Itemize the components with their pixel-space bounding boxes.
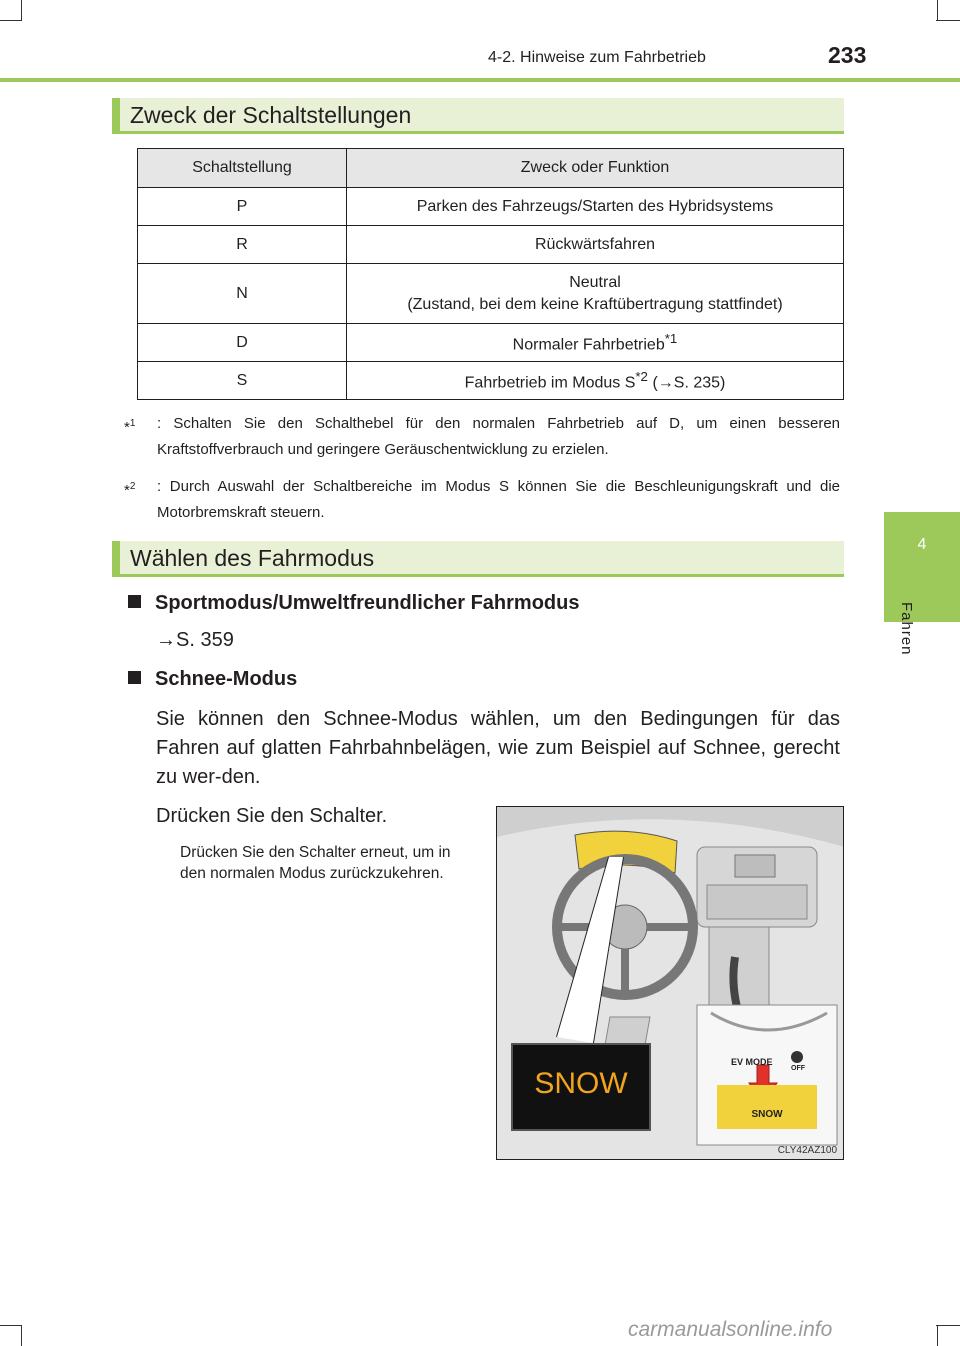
snow-mode-switch: SNOW	[717, 1085, 817, 1129]
note-text: Drücken Sie den Schalter erneut, um in den normalen Modus zurückzukehren.	[180, 844, 451, 882]
footnote	[124, 411, 840, 463]
chapter-label: Fahren	[898, 602, 915, 656]
crop-mark	[0, 20, 22, 21]
page-reference: (→S. 235)	[652, 374, 726, 392]
shift-position: N	[138, 264, 347, 324]
table-row	[138, 188, 844, 226]
crop-mark	[0, 1325, 22, 1326]
section-header	[112, 541, 844, 577]
column-header: Zweck oder Funktion	[347, 149, 844, 188]
table-row	[138, 362, 844, 400]
table-row	[138, 324, 844, 362]
shift-function	[347, 324, 844, 362]
function-line: Neutral	[569, 273, 621, 291]
shift-position: R	[138, 226, 347, 264]
footnote-mark: *$^1$	[124, 418, 136, 436]
function-line: (Zustand, bei dem keine Kraftübertragung stattfindet)	[407, 295, 783, 313]
watermark: carmanualsonline.info	[628, 1318, 833, 1341]
shift-function: Rückwärtsfahren	[347, 226, 844, 264]
footnote-ref: *2	[635, 368, 648, 384]
function-text: Normaler Fahrbetrieb	[512, 336, 665, 354]
shift-function: Parken des Fahrzeugs/Starten des Hybridsystems	[347, 188, 844, 226]
chapter-number: 4	[917, 536, 927, 553]
page-number: 233	[828, 42, 867, 68]
body-paragraph: Sie können den Schnee-Modus wählen, um den Bedingungen für das Fahren auf glatten Fahrbahnbelägen, wie zum Beispiel auf Schnee, gerecht zu wer-den.	[156, 708, 840, 788]
shift-position-table	[137, 148, 844, 400]
crop-mark	[937, 1326, 938, 1346]
square-bullet-icon	[128, 595, 141, 608]
section-title: Wählen des Fahrmodus	[130, 545, 375, 571]
function-text: Fahrbetrieb im Modus S	[464, 374, 636, 392]
subsection-heading: Sportmodus/Umweltfreundlicher Fahrmodus	[128, 592, 579, 615]
shift-function	[347, 264, 844, 324]
off-label: OFF	[791, 1065, 805, 1072]
table-header-row	[138, 149, 844, 188]
crop-mark	[21, 1326, 22, 1346]
ev-mode-label: EV MODE	[731, 1057, 773, 1067]
figure-code: CLY42AZ100	[777, 1145, 837, 1156]
crop-mark	[936, 20, 960, 21]
table-row	[138, 264, 844, 324]
footnote-text: : Schalten Sie den Schalthebel für den normalen Fahrbetrieb auf D, um einen besseren Kraftstoffverbrauch und geringere Geräuschentwicklung zu erzielen.	[157, 415, 840, 458]
shift-function	[347, 362, 844, 400]
crop-mark	[937, 0, 938, 20]
snow-display: SNOW	[511, 1043, 651, 1131]
instruction-text: Drücken Sie den Schalter.	[156, 805, 388, 827]
footnote-text: : Durch Auswahl der Schaltbereiche im Modus S können Sie die Beschleunigungskraft und die Motorbremskraft steuern.	[157, 478, 840, 521]
page-reference: →S. 359	[156, 629, 234, 651]
crop-mark	[936, 1325, 960, 1326]
footnote	[124, 474, 840, 526]
shift-position: P	[138, 188, 347, 226]
dashboard-illustration	[496, 806, 844, 1160]
column-header: Schaltstellung	[138, 149, 347, 188]
table-row	[138, 226, 844, 264]
section-title: Zweck der Schaltstellungen	[130, 102, 412, 128]
shift-position: D	[138, 324, 347, 362]
footnote-ref: *1	[664, 330, 678, 346]
header-rule	[0, 78, 960, 82]
square-bullet-icon	[128, 671, 141, 684]
header-section-title: 4-2. Hinweise zum Fahrbetrieb	[488, 49, 706, 66]
shift-position: S	[138, 362, 347, 400]
crop-mark	[21, 0, 22, 20]
subsection-heading: Schnee-Modus	[128, 668, 297, 691]
footnote-mark: *$^2$	[124, 481, 136, 499]
section-header	[112, 98, 844, 134]
